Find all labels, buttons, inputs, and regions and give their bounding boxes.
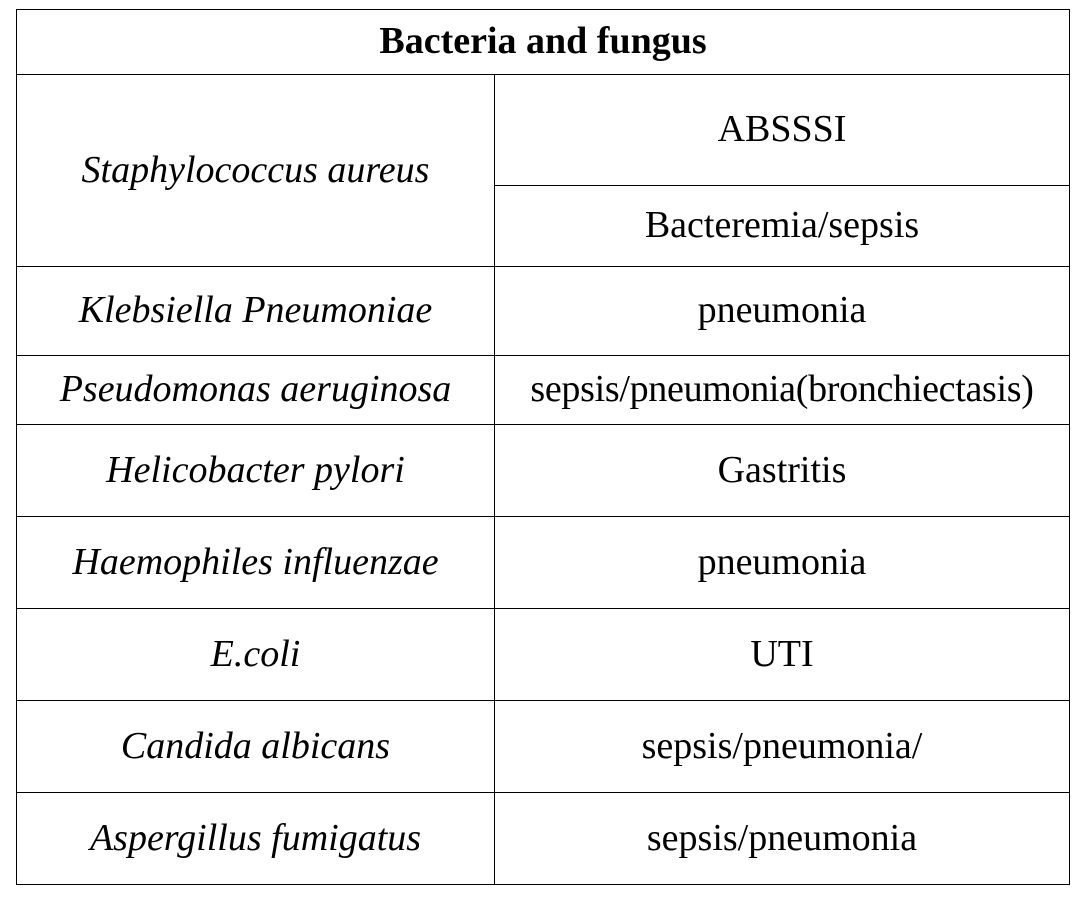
disease-cell: pneumonia	[495, 267, 1070, 356]
table-row	[17, 793, 1070, 885]
organism-cell: Aspergillus fumigatus	[17, 793, 495, 885]
disease-cell: Gastritis	[495, 425, 1070, 517]
disease-cell: Bacteremia/sepsis	[495, 186, 1070, 267]
table-title: Bacteria and fungus	[17, 10, 1070, 75]
table-title-row	[17, 10, 1070, 75]
disease-cell: sepsis/pneumonia(bronchiectasis)	[495, 356, 1070, 425]
table-row	[17, 356, 1070, 425]
disease-cell: pneumonia	[495, 517, 1070, 609]
table-row	[17, 425, 1070, 517]
table-row	[17, 75, 1070, 186]
table-row	[17, 701, 1070, 793]
organism-cell: Klebsiella Pneumoniae	[17, 267, 495, 356]
table-row	[17, 267, 1070, 356]
disease-cell: sepsis/pneumonia/	[495, 701, 1070, 793]
disease-cell: sepsis/pneumonia	[495, 793, 1070, 885]
organism-cell: E.coli	[17, 609, 495, 701]
organism-disease-table	[16, 9, 1070, 885]
organism-cell: Pseudomonas aeruginosa	[17, 356, 495, 425]
organism-cell: Haemophiles influenzae	[17, 517, 495, 609]
table-row	[17, 517, 1070, 609]
disease-cell: ABSSSI	[495, 75, 1070, 186]
organism-cell: Helicobacter pylori	[17, 425, 495, 517]
disease-cell: UTI	[495, 609, 1070, 701]
table-row	[17, 609, 1070, 701]
organism-cell: Staphylococcus aureus	[17, 75, 495, 267]
organism-cell: Candida albicans	[17, 701, 495, 793]
